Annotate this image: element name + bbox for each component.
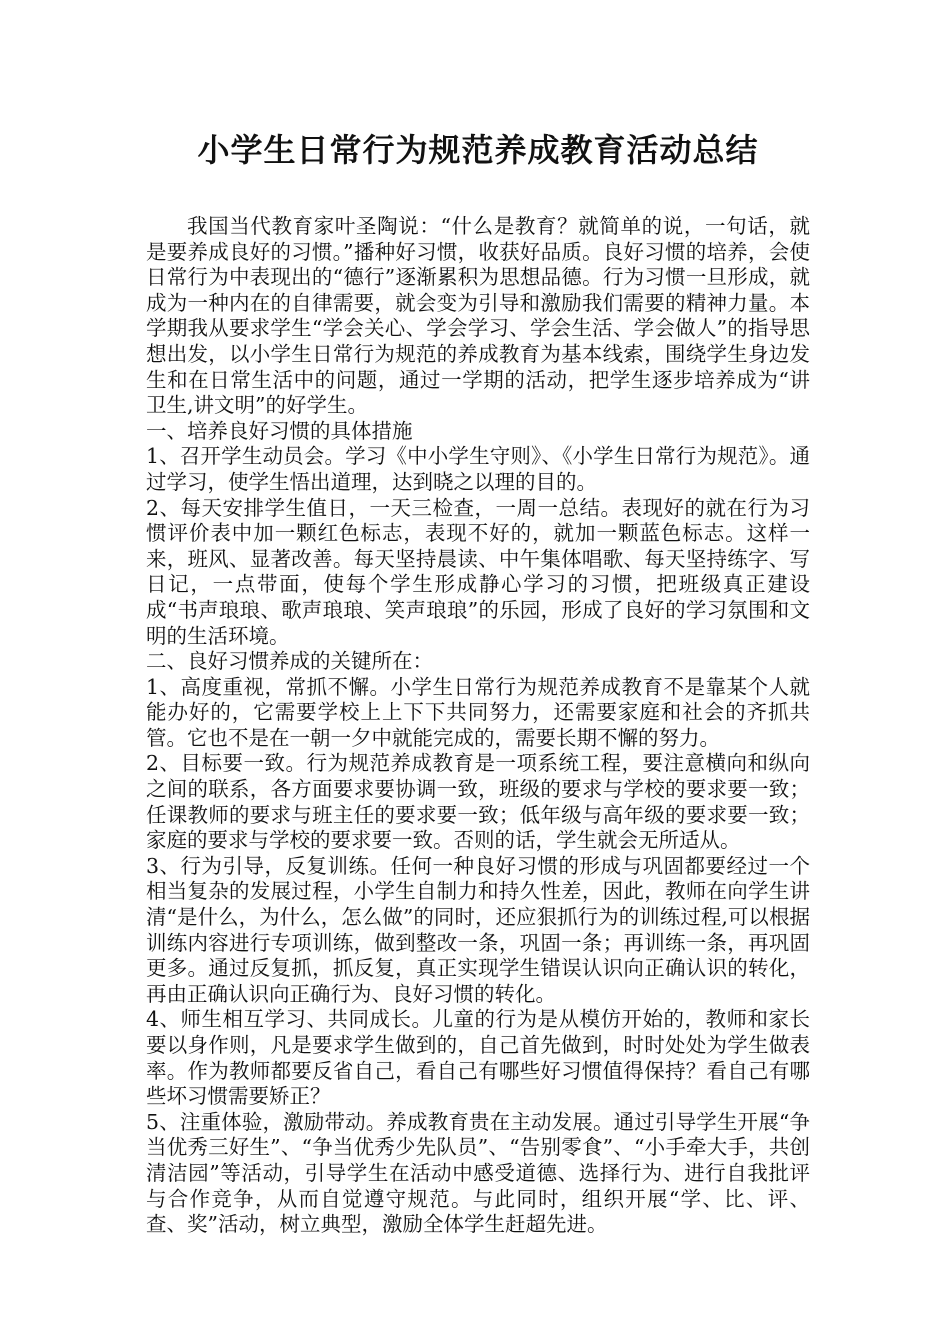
- document-page: [146, 122, 810, 1238]
- measure-item-1: 1、召开学生动员会。学习《中小学生守则》、《小学生日常行为规范》。通过学习，使学生悟出道理，达到晓之以理的目的。: [146, 444, 810, 494]
- section-heading-measures: 一、培养良好习惯的具体措施: [146, 418, 413, 443]
- measure-item-2: 2、每天安排学生值日，一天三检查，一周一总结。表现好的就在行为习惯评价表中加一颗红色标志，表现不好的，就加一颗蓝色标志。这样一来，班风、显著改善。每天坚持晨读、中午集体唱歌、每天坚持练字、写日记，一点带面，使每个学生形成静心学习的习惯，把班级真正建设成“书声琅琅、歌声琅琅、笑声琅琅”的乐园，形成了良好的学习氛围和文明的生活环境。: [146, 495, 810, 648]
- document-title: 小学生日常行为规范养成教育活动总结: [197, 131, 759, 169]
- document-body: [146, 214, 810, 1238]
- key-item-3: 3、行为引导，反复训练。任何一种良好习惯的形成与巩固都要经过一个相当复杂的发展过程，小学生自制力和持久性差，因此，教师在向学生讲清“是什么，为什么，怎么做”的同时，还应狠抓行为的训练过程,可以根据训练内容进行专项训练，做到整改一条，巩固一条；再训练一条，再巩固更多。通过反复抓，抓反复，真正实现学生错误认识向正确认识的转化，再由正确认识向正确行为、良好习惯的转化。: [146, 853, 810, 1006]
- key-item-1: 1、高度重视，常抓不懈。小学生日常行为规范养成教育不是靠某个人就能办好的，它需要学校上上下下共同努力，还需要家庭和社会的齐抓共管。它也不是在一朝一夕中就能完成的，需要长期不懈的努力。: [146, 674, 810, 750]
- key-item-2: 2、目标要一致。行为规范养成教育是一项系统工程，要注意横向和纵向之间的联系，各方面要求要协调一致，班级的要求与学校的要求要一致；任课教师的要求与班主任的要求要一致；低年级与高年级的要求要一致；家庭的要求与学校的要求要一致。否则的话，学生就会无所适从。: [146, 751, 810, 853]
- intro-paragraph: 我国当代教育家叶圣陶说：“什么是教育？就简单的说，一句话，就是要养成良好的习惯。”播种好习惯，收获好品质。良好习惯的培养，会使日常行为中表现出的“德行”逐渐累积为思想品德。行为习惯一旦形成，就成为一种内在的自律需要，就会变为引导和激励我们需要的精神力量。本学期我从要求学生“学会关心、学会学习、学会生活、学会做人”的指导思想出发，以小学生日常行为规范的养成教育为基本线索，围绕学生身边发生和在日常生活中的问题，通过一学期的活动，把学生逐步培养成为“讲卫生,讲文明”的好学生。: [146, 214, 810, 418]
- key-item-5: 5、注重体验，激励带动。养成教育贵在主动发展。通过引导学生开展“争当优秀三好生”、“争当优秀少先队员”、“告别零食”、“小手牵大手，共创清洁园”等活动，引导学生在活动中感受道德、选择行为、进行自我批评与合作竞争，从而自觉遵守规范。与此同时，组织开展“学、比、评、查、奖”活动，树立典型，激励全体学生赶超先进。: [146, 1109, 810, 1237]
- key-item-4: 4、师生相互学习、共同成长。儿童的行为是从模仿开始的，教师和家长要以身作则，凡是要求学生做到的，自己首先做到，时时处处为学生做表率。作为教师都要反省自己，看自己有哪些好习惯值得保持？看自己有哪些坏习惯需要矫正？: [146, 1007, 810, 1109]
- section-heading-keys: 二、良好习惯养成的关键所在：: [146, 649, 433, 674]
